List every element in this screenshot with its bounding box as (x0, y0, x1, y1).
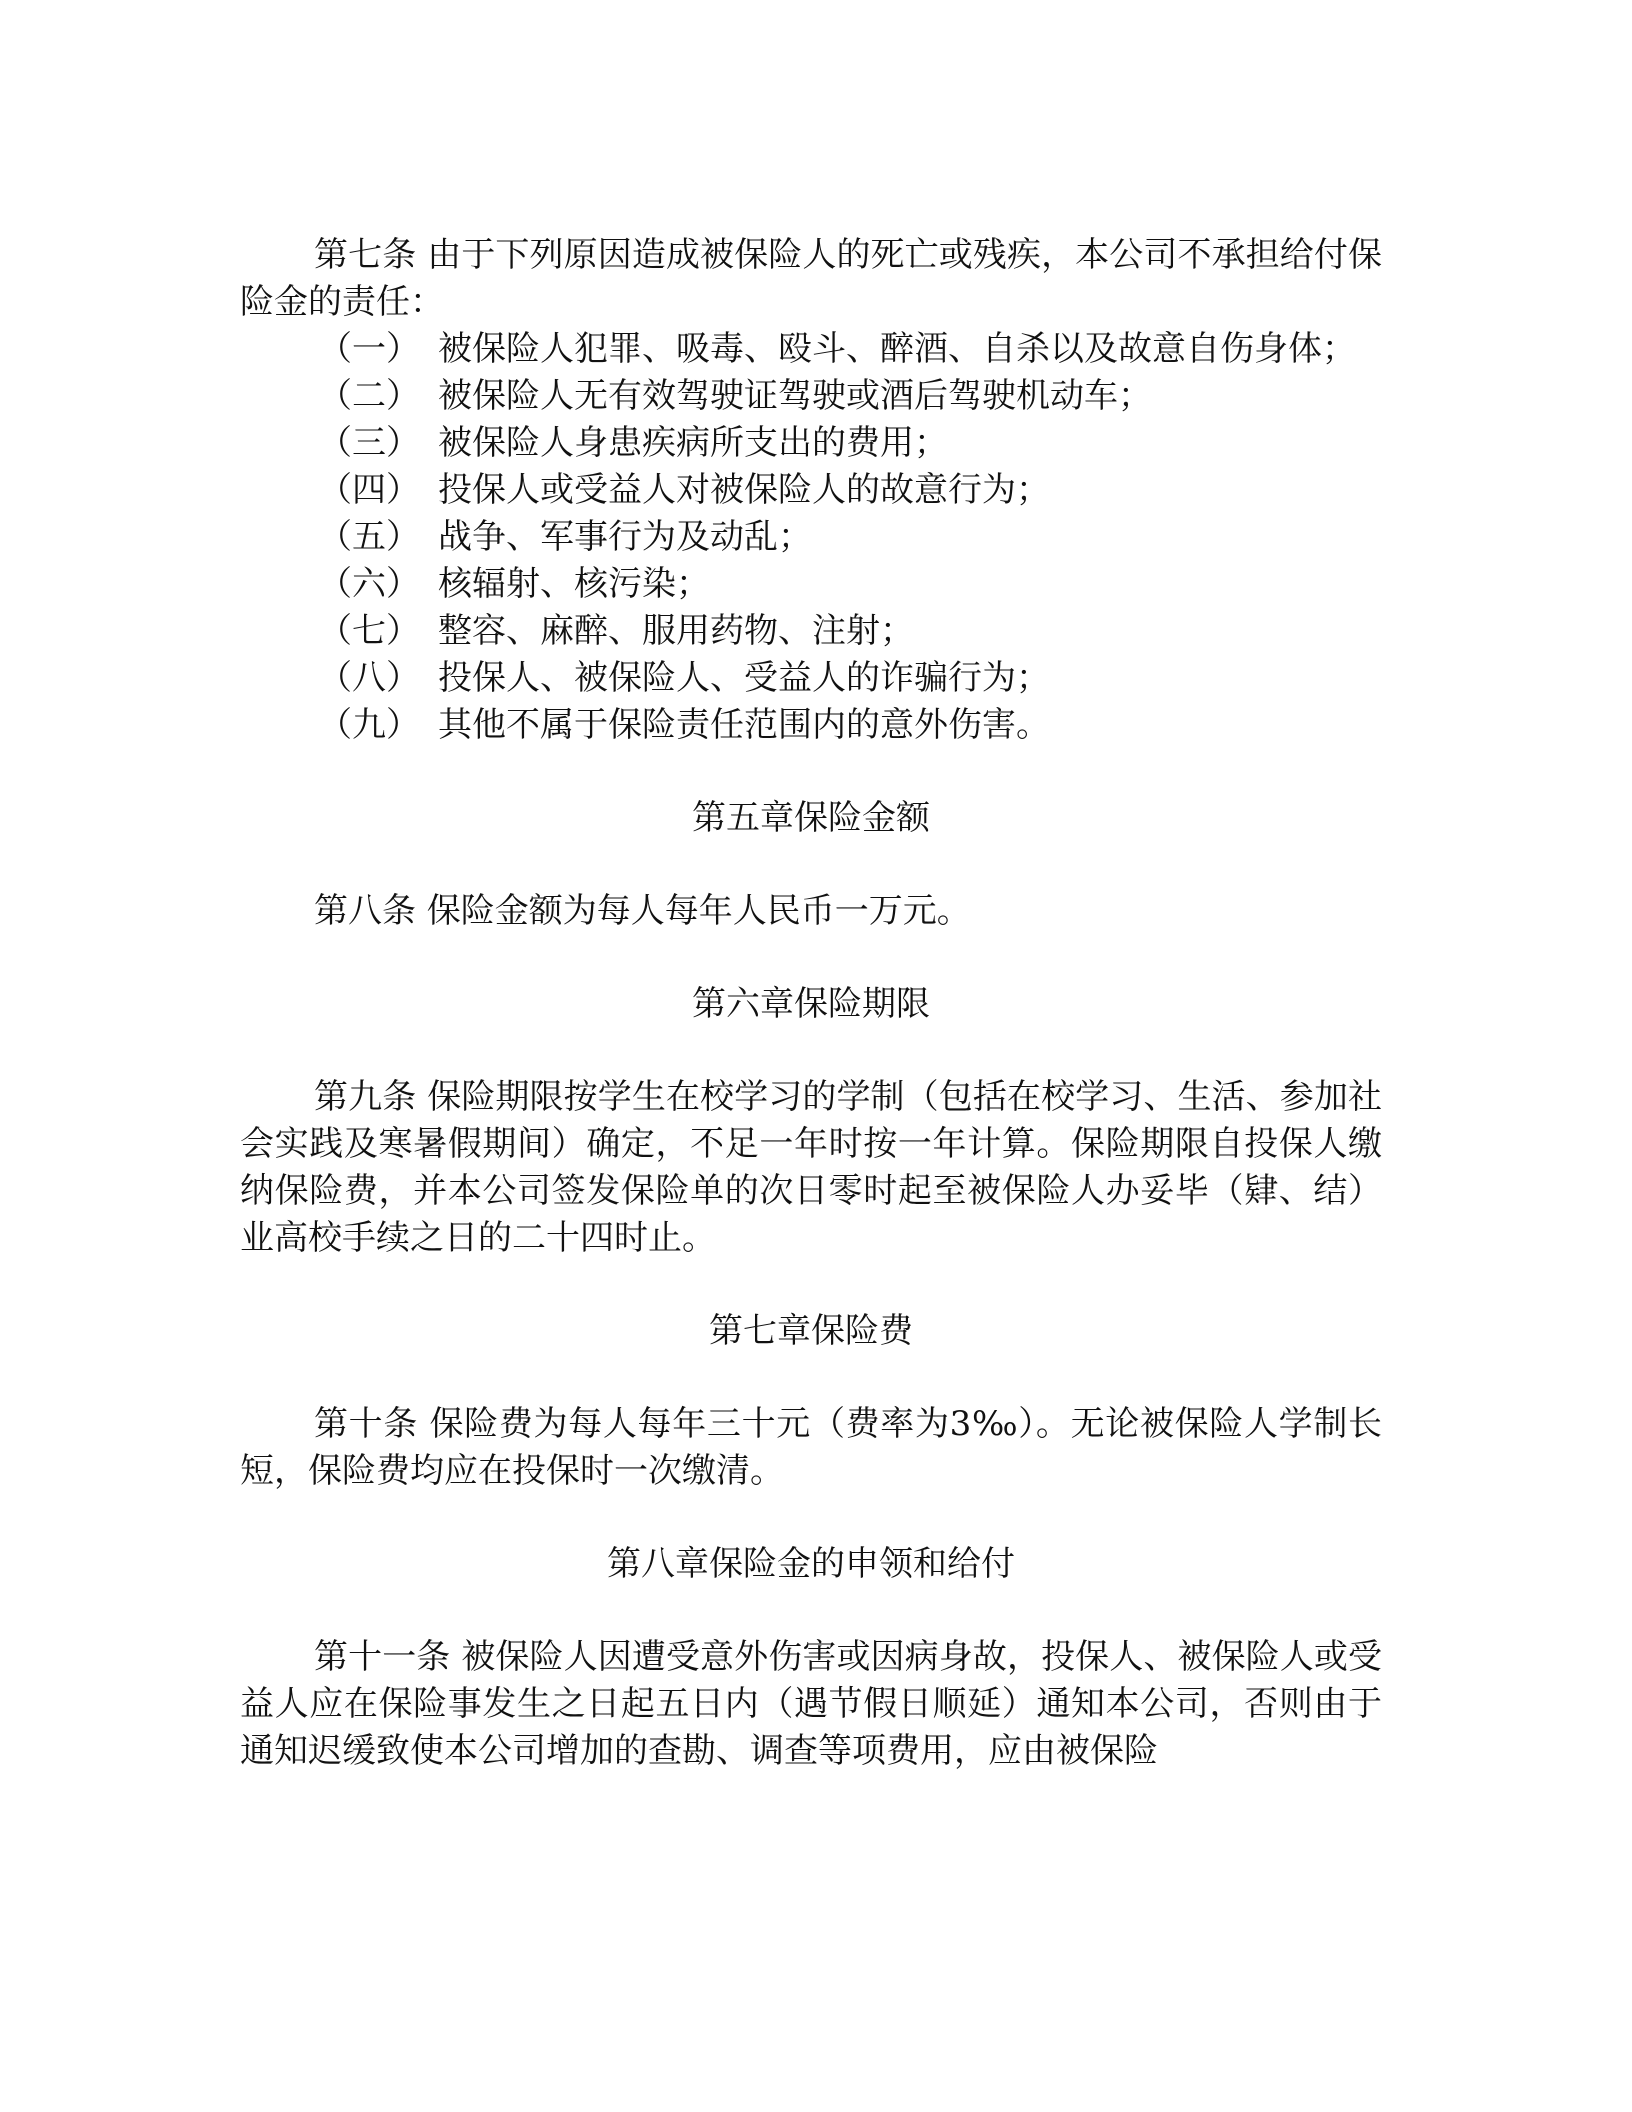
list-item (240, 420, 1382, 467)
article-9: 第九条 保险期限按学生在校学习的学制（包括在校学习、生活、参加社会实践及寒暑假期间）确定，不足一年时按一年计算。保险期限自投保人缴纳保险费，并本公司签发保险单的次日零时起至被保险人办妥毕（肄、结）业高校手续之日的二十四时止。 (240, 1077, 1382, 1258)
list-item (240, 373, 1382, 420)
list-item-number: （三） (318, 423, 420, 463)
spacer (240, 1028, 1382, 1074)
spacer (240, 1495, 1382, 1541)
list-item (240, 514, 1382, 561)
list-item (240, 326, 1382, 373)
list-item-text: 被保险人无有效驾驶证驾驶或酒后驾驶机动车； (438, 376, 1152, 416)
list-item (240, 608, 1382, 655)
list-item-number: （六） (318, 564, 420, 604)
spacer (240, 1588, 1382, 1634)
chapter-6-title: 第六章保险期限 (692, 984, 930, 1024)
document-page (240, 232, 1382, 1775)
list-item-text: 核辐射、核污染； (438, 564, 710, 604)
list-item (240, 702, 1382, 749)
list-item-number: （五） (318, 517, 420, 557)
list-item-number: （二） (318, 376, 420, 416)
article-11: 第十一条 被保险人因遭受意外伤害或因病身故，投保人、被保险人或受益人应在保险事发生之日起五日内（遇节假日顺延）通知本公司，否则由于通知迟缓致使本公司增加的查勘、调查等项费用，应由被保险 (240, 1637, 1382, 1771)
list-item-text: 投保人、被保险人、受益人的诈骗行为； (438, 658, 1050, 698)
chapter-5-title: 第五章保险金额 (692, 798, 930, 838)
list-item-text: 战争、军事行为及动乱； (438, 517, 812, 557)
list-item-number: （八） (318, 658, 420, 698)
article-7-intro: 第七条 由于下列原因造成被保险人的死亡或残疾，本公司不承担给付保险金的责任： (240, 235, 1382, 322)
chapter-7-title: 第七章保险费 (709, 1311, 913, 1351)
list-item-number: （九） (318, 705, 420, 745)
list-item-number: （七） (318, 611, 420, 651)
list-item (240, 467, 1382, 514)
spacer (240, 1355, 1382, 1401)
spacer (240, 842, 1382, 888)
spacer (240, 749, 1382, 795)
list-item-text: 被保险人身患疾病所支出的费用； (438, 423, 948, 463)
list-item (240, 561, 1382, 608)
list-item-number: （一） (318, 329, 420, 369)
article-8: 第八条 保险金额为每人每年人民币一万元。 (314, 891, 971, 931)
list-item-number: （四） (318, 470, 420, 510)
list-item-text: 其他不属于保险责任范围内的意外伤害。 (438, 705, 1050, 745)
list-item-text: 投保人或受益人对被保险人的故意行为； (438, 470, 1050, 510)
list-item (240, 655, 1382, 702)
article-7-list (240, 326, 1382, 749)
chapter-8-title: 第八章保险金的申领和给付 (607, 1544, 1015, 1584)
spacer (240, 1262, 1382, 1308)
spacer (240, 935, 1382, 981)
list-item-text: 被保险人犯罪、吸毒、殴斗、醉酒、自杀以及故意自伤身体； (438, 329, 1356, 369)
article-10: 第十条 保险费为每人每年三十元（费率为3‰）。无论被保险人学制长短，保险费均应在投保时一次缴清。 (240, 1404, 1382, 1491)
list-item-text: 整容、麻醉、服用药物、注射； (438, 611, 914, 651)
